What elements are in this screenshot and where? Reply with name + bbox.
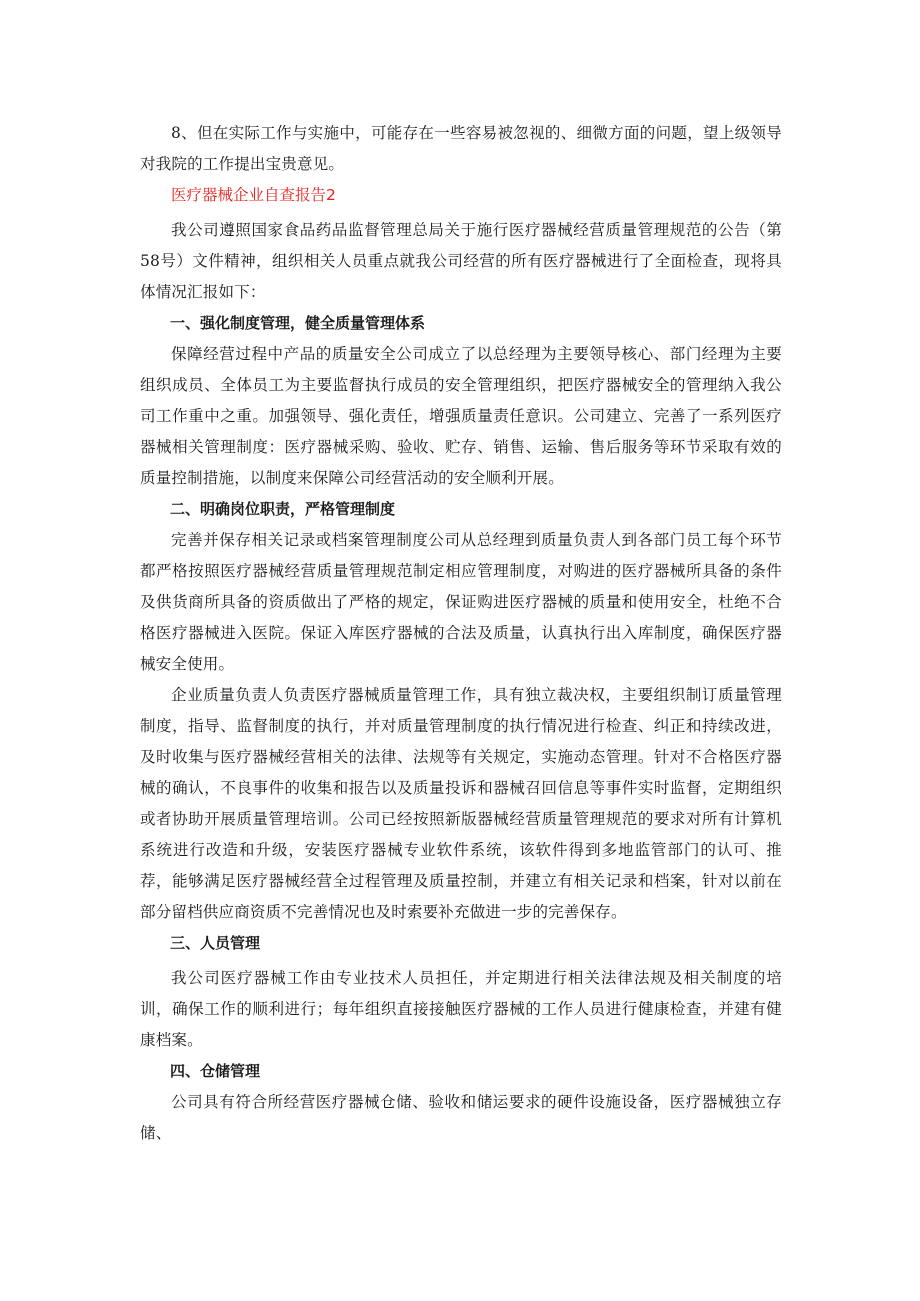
section-4-paragraph: 公司具有符合所经营医疗器械仓储、验收和储运要求的硬件设施设备，医疗器械独立存储、 [140,1093,782,1142]
intro-paragraph: 8、但在实际工作与实施中，可能存在一些容易被忽视的、细微方面的问题，望上级领导对我院的工作提出宝贵意见。 [140,124,782,173]
section-2-paragraph-b: 企业质量负责人负责医疗器械质量管理工作，具有独立裁决权，主要组织制订质量管理制度，指导、监督制度的执行，并对质量管理制度的执行情况进行检查、纠正和持续改进，及时收集与医疗器械经营相关的法律、法规等有关规定，实施动态管理。针对不合格医疗器械的确认，不良事件的收集和报告以及质量投诉和器械召回信息等事件实时监督，定期组织或者协助开展质量管理培训。公司已经按照新版器械经营质量管理规范的要求对所有计算机系统进行改造和升级，安装医疗器械专业软件系统，该软件得到多地监管部门的认可、推荐，能够满足医疗器械经营全过程管理及质量控制，并建立有相关记录和档案，针对以前在部分留档供应商资质不完善情况也及时索要补充做进一步的完善保存。 [140,686,782,921]
section-heading-2: 二、明确岗位职责，严格管理制度 [170,500,396,518]
opening-paragraph: 我公司遵照国家食品药品监督管理总局关于施行医疗器械经营质量管理规范的公告（第58号）文件精神，组织相关人员重点就我公司经营的所有医疗器械进行了全面检查，现将具体情况汇报如下： [140,221,782,301]
section-1-paragraph: 保障经营过程中产品的质量安全公司成立了以总经理为主要领导核心、部门经理为主要组织成员、全体员工为主要监督执行成员的安全管理组织，把医疗器械安全的管理纳入我公司工作重中之重。加强领导、强化责任，增强质量责任意识。公司建立、完善了一系列医疗器械相关管理制度：医疗器械采购、验收、贮存、销售、运输、售后服务等环节采取有效的质量控制措施，以制度来保障公司经营活动的安全顺利开展。 [140,345,782,487]
section-heading-4: 四、仓储管理 [170,1062,261,1080]
section-heading-3: 三、人员管理 [170,934,261,952]
document-page [140,118,782,1149]
section-heading-1: 一、强化制度管理，健全质量管理体系 [170,314,426,332]
section-2-paragraph-a: 完善并保存相关记录或档案管理制度公司从总经理到质量负责人到各部门员工每个环节都严格按照医疗器械经营质量管理规范制定相应管理制度，对购进的医疗器械所具备的条件及供货商所具备的资质做出了严格的规定，保证购进医疗器械的质量和使用安全，杜绝不合格医疗器械进入医院。保证入库医疗器械的合法及质量，认真执行出入库制度，确保医疗器械安全使用。 [140,531,782,673]
report-title: 医疗器械企业自查报告2 [171,186,336,204]
section-3-paragraph: 我公司医疗器械工作由专业技术人员担任，并定期进行相关法律法规及相关制度的培训，确保工作的顺利进行；每年组织直接接触医疗器械的工作人员进行健康检查，并建有健康档案。 [140,969,782,1049]
